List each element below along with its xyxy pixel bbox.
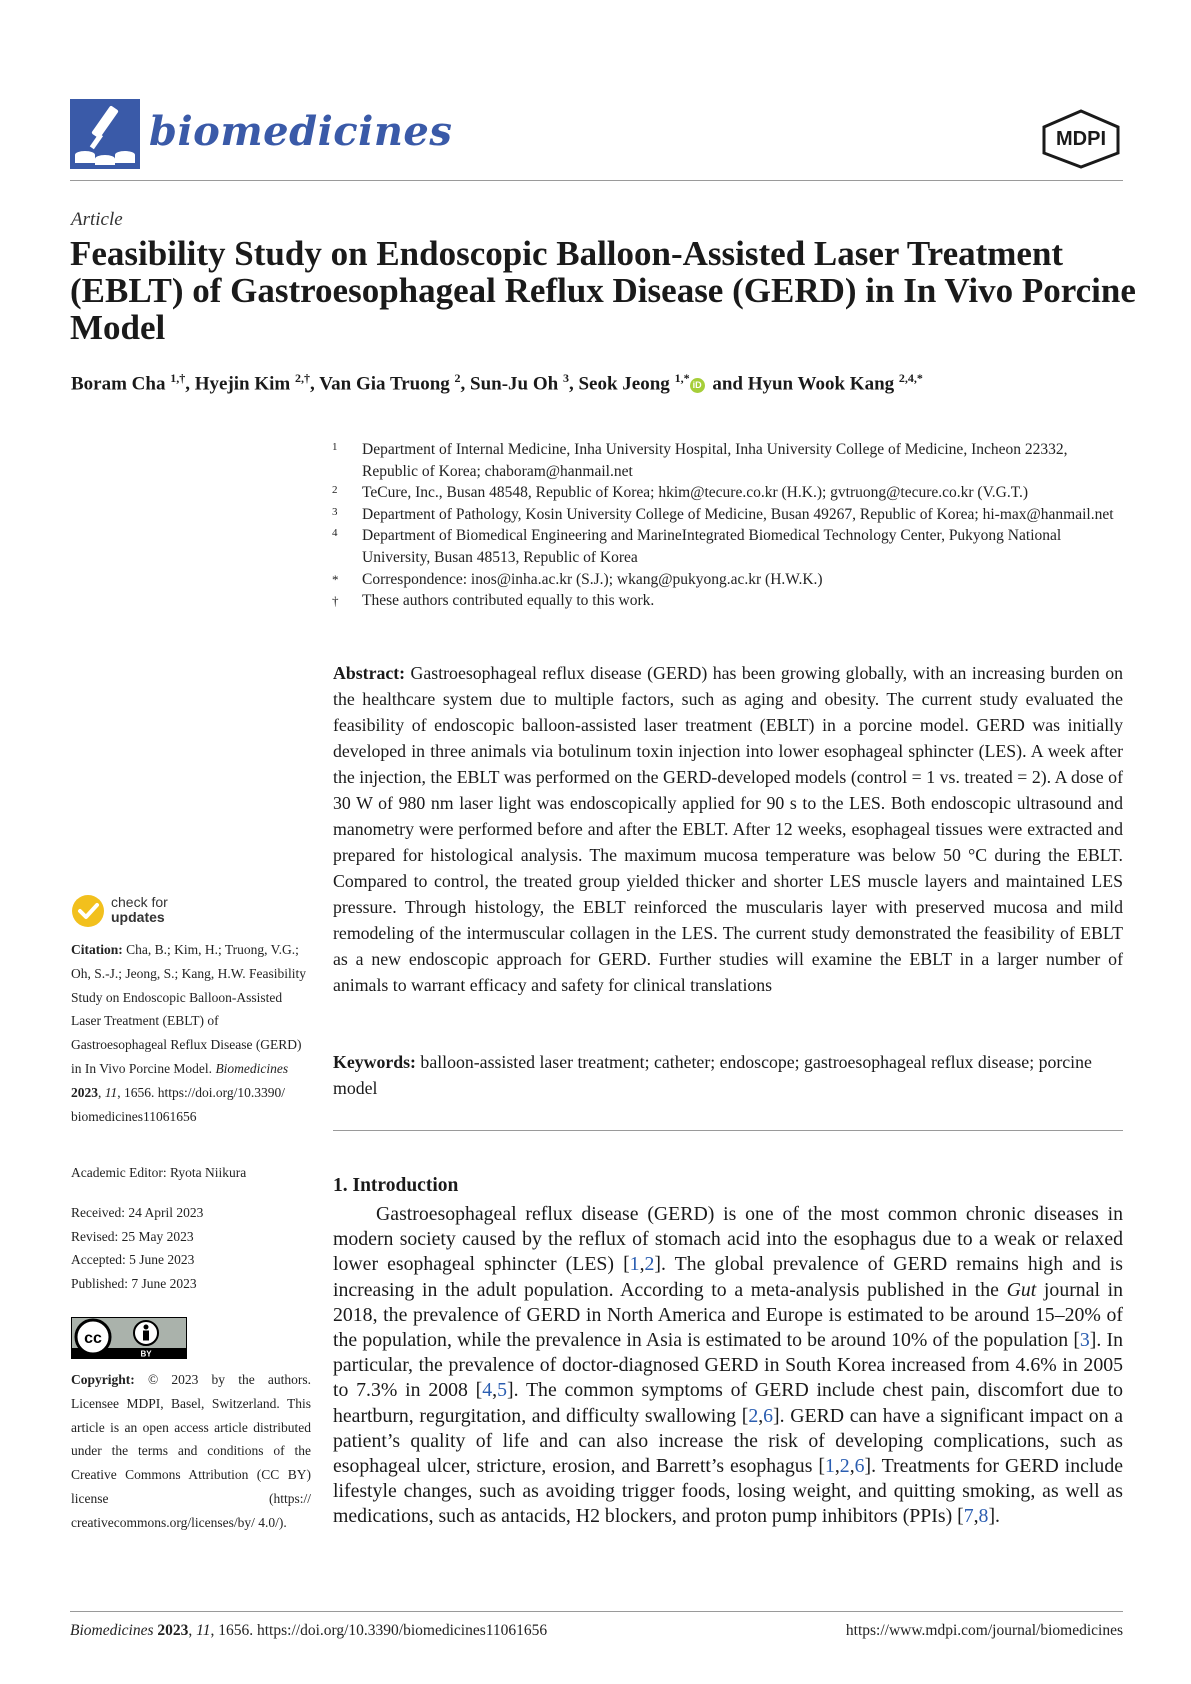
affiliation-text: These authors contributed equally to this work. bbox=[362, 592, 655, 610]
author-list: Boram Cha $^{1,\dagger}$, Hyejin Kim $^{2,\dagger}$, Van Gia Truong $^2$, Sun-Ju Oh $^3$, Seok Jeong $^{1,*}$iD and Hyun Wook Kang $^{2,4,*}$ bbox=[71, 371, 923, 395]
abstract-text: Gastroesophageal reflux disease (GERD) has been growing globally, with an increasing burden on the healthcare system due to multiple factors, such as aging and obesity. The current study evaluated the feasibility of endoscopic balloon-assisted laser treatment (EBLT) in a porcine model. GERD was initially developed in three animals via botulinum toxin injection into lower esophageal sphincter (LES). A week after the injection, the EBLT was performed on the GERD-developed models (control = 1 vs. treated = 2). A dose of 30 W of 980 nm laser light was endoscopically applied for 90 s to the LES. Both endoscopic ultrasound and manometry were performed before and after the EBLT. After 12 weeks, esophageal tissues were extracted and prepared for histological analysis. The maximum mucosa temperature was below 50 °C during the EBLT. Compared to control, the treated group yielded thicker and shorter LES muscle layers and maintained LES pressure. Through histology, the EBLT reinforced the muscularis layer with preserved mucosa and mild remodeling of the intermuscular collagen in the LES. The current study demonstrated the feasibility of EBLT as a new endoscopic approach for GERD. Further studies will examine the EBLT in a larger number of animals to warrant efficacy and safety for clinical translations bbox=[333, 663, 1123, 995]
footer-year: 2023 bbox=[157, 1622, 189, 1639]
abstract bbox=[333, 660, 1123, 998]
affiliation-mark: 2 bbox=[332, 484, 338, 497]
citation-link[interactable]: 1 bbox=[824, 1455, 835, 1478]
body-text: , bbox=[834, 1455, 840, 1478]
body-text: ]. GERD can have a significant impact on a patient’s quality of life and can also increase the risk of developing complications, such as esophageal ulcer, stricture, erosion, and Barrett’s esophagus [ bbox=[333, 1404, 1123, 1478]
body-text: , bbox=[639, 1253, 645, 1276]
mdpi-logo-icon[interactable] bbox=[1038, 109, 1124, 169]
body-text: , bbox=[973, 1505, 979, 1528]
affiliation-mark: † bbox=[332, 593, 339, 609]
footer-citation: Biomedicines 2023, 11, 1656. https://doi.org/10.3390/biomedicines11061656 bbox=[70, 1622, 548, 1639]
keywords-text: balloon-assisted laser treatment; catheter; endoscope; gastroesophageal reflux disease; porcine model bbox=[333, 1052, 1092, 1098]
section-heading: 1. Introduction bbox=[333, 1175, 459, 1196]
affiliation-item bbox=[332, 569, 1122, 591]
citation-block: Citation: Cha, B.; Kim, H.; Truong, V.G.; Oh, S.-J.; Jeong, S.; Kang, H.W. Feasibility Study on Endoscopic Balloon-Assisted Laser Treatment (EBLT) of Gastroesophageal Reflux Disease (GERD) in In Vivo Porcine Model. Biomedicines 2023, 11, 1656. https://doi.org/10.3390/ biomedicines11061656 bbox=[71, 942, 307, 1124]
body-text: ]. bbox=[988, 1505, 1000, 1528]
citation-link[interactable]: 1 bbox=[629, 1253, 640, 1276]
journal-name-italic: Gut bbox=[1006, 1278, 1037, 1301]
footer-doi[interactable]: , 1656. https://doi.org/10.3390/biomedicines11061656 bbox=[210, 1622, 548, 1639]
body-text: ]. Treatments for GERD include lifestyle changes, such as avoiding trigger foods, losing weight, and quitting smoking, as well as medications, such as antacids, H2 blockers, and proton pump inhibitors (PPIs) [ bbox=[333, 1455, 1123, 1528]
author-affiliation-mark: 2 bbox=[454, 371, 461, 385]
introduction-paragraph bbox=[333, 1202, 1123, 1530]
revised-date: Revised: 25 May 2023 bbox=[71, 1228, 194, 1244]
affiliation-mark: 4 bbox=[332, 527, 338, 540]
citation-link[interactable]: 2 bbox=[644, 1253, 655, 1276]
affiliation-text: Department of Internal Medicine, Inha University Hospital, Inha University College of Medicine, Incheon 22332, Republic of Korea; chaboram@hanmail.net bbox=[362, 441, 1068, 480]
footer-journal: Biomedicines bbox=[70, 1622, 154, 1639]
article-type: Article bbox=[71, 209, 123, 230]
check-updates-line1: check for bbox=[111, 894, 168, 910]
cc-badge-text: cc bbox=[84, 1330, 102, 1347]
author-affiliation-mark: 1,† bbox=[170, 371, 186, 385]
publication-dates bbox=[71, 1201, 203, 1295]
author-name: Boram Cha bbox=[71, 373, 166, 395]
keywords-label: Keywords: bbox=[333, 1052, 416, 1072]
keywords bbox=[333, 1049, 1123, 1101]
orcid-icon[interactable]: iD bbox=[690, 378, 705, 393]
citation-journal: Biomedicines bbox=[215, 1060, 289, 1076]
header-divider bbox=[70, 180, 1123, 181]
check-updates-icon bbox=[71, 894, 105, 928]
footer-journal-url[interactable]: https://www.mdpi.com/journal/biomedicines bbox=[845, 1622, 1123, 1639]
citation-volume: 11 bbox=[104, 1084, 118, 1100]
copyright-label: Copyright: bbox=[71, 1372, 135, 1387]
body-text: ]. The common symptoms of GERD include chest pain, discomfort due to heartburn, regurgitation, and difficulty swallowing [ bbox=[333, 1379, 1123, 1427]
author-name: Seok Jeong bbox=[578, 373, 670, 395]
citation-doi-link[interactable]: https://doi.org/10.3390/ biomedicines11061656 bbox=[71, 1084, 286, 1124]
author-affiliation-mark: 3 bbox=[562, 371, 569, 385]
article-title: Feasibility Study on Endoscopic Balloon-Assisted Laser Treatment (EBLT) of Gastroesophageal Reflux Disease (GERD) in In Vivo Porcine Model bbox=[70, 234, 1136, 347]
author-affiliation-mark: 1,* bbox=[674, 371, 690, 385]
citation-link[interactable]: 5 bbox=[497, 1379, 508, 1402]
affiliation-text: TeCure, Inc., Busan 48548, Republic of Korea; hkim@tecure.co.kr (H.K.); gvtruong@tecure.co.kr (V.G.T.) bbox=[362, 484, 1029, 502]
citation-year: 2023 bbox=[71, 1084, 98, 1100]
author-name: Sun-Ju Oh bbox=[470, 373, 559, 395]
citation-label: Citation: bbox=[71, 942, 123, 957]
body-text: ]. The global prevalence of GERD remains high and is increasing in the adult population. According to a meta-analysis published in the bbox=[333, 1253, 1123, 1301]
accepted-date: Accepted: 5 June 2023 bbox=[71, 1252, 195, 1268]
affiliation-mark: 3 bbox=[332, 505, 338, 518]
footer-divider bbox=[70, 1611, 1123, 1612]
body-text: , bbox=[849, 1455, 855, 1478]
keywords-divider bbox=[333, 1130, 1123, 1131]
author-affiliation-mark: 2,† bbox=[295, 371, 311, 385]
footer-volume: 11 bbox=[196, 1622, 211, 1639]
body-text: , bbox=[492, 1379, 498, 1402]
academic-editor: Academic Editor: Ryota Niikura bbox=[71, 1165, 247, 1180]
citation-link[interactable]: 8 bbox=[978, 1505, 989, 1528]
affiliation-item bbox=[332, 525, 1122, 568]
affiliation-text: Department of Pathology, Kosin University College of Medicine, Busan 49267, Republic of Korea; hi-max@hanmail.net bbox=[362, 505, 1114, 523]
author-name: Van Gia Truong bbox=[319, 373, 450, 395]
author-name: Hyun Wook Kang bbox=[747, 373, 895, 395]
citation-link[interactable]: 3 bbox=[1079, 1329, 1090, 1352]
author-affiliation-mark: 2,4,* bbox=[898, 371, 923, 385]
copyright-notice bbox=[71, 1368, 311, 1535]
citation-pages: , 1656. bbox=[117, 1084, 155, 1100]
body-text: ]. In particular, the prevalence of doctor-diagnosed GERD in South Korea increased from 4.6% in 2005 to 7.3% in 2008 [ bbox=[333, 1329, 1123, 1402]
citation-link[interactable]: 2 bbox=[748, 1404, 759, 1427]
journal-logo-icon bbox=[70, 99, 140, 169]
affiliation-item bbox=[332, 482, 1122, 504]
body-text: journal in 2018, the prevalence of GERD in North America and Europe is estimated to be around 15–20% of the population, while the prevalence in Asia is estimated to be around 10% of the population [ bbox=[333, 1278, 1124, 1352]
received-date: Received: 24 April 2023 bbox=[71, 1205, 204, 1220]
body-text: , bbox=[758, 1404, 764, 1427]
affiliation-mark: 1 bbox=[332, 441, 338, 453]
affiliation-text: Correspondence: inos@inha.ac.kr (S.J.); wkang@pukyong.ac.kr (H.W.K.) bbox=[362, 570, 823, 588]
affiliations bbox=[332, 439, 1122, 612]
published-date: Published: 7 June 2023 bbox=[71, 1275, 197, 1291]
check-updates-label bbox=[111, 895, 168, 925]
body-text: Gastroesophageal reflux disease (GERD) is one of the most common chronic diseases in modern society caused by the reflux of stomach acid into the esophagus due to a weak or relaxed lower esophageal sphincter (LES) [ bbox=[333, 1203, 1123, 1276]
cc-by-text: BY bbox=[140, 1349, 152, 1359]
cc-by-license-icon[interactable] bbox=[71, 1317, 187, 1359]
citation-link[interactable]: 7 bbox=[963, 1505, 974, 1528]
check-for-updates-button[interactable] bbox=[71, 894, 191, 934]
affiliation-text: Department of Biomedical Engineering and MarineIntegrated Biomedical Technology Center, Pukyong National University, Busan 48513, Republic of Korea bbox=[362, 527, 1062, 566]
citation-link[interactable]: 6 bbox=[763, 1404, 774, 1427]
mdpi-logo-text: MDPI bbox=[1056, 128, 1106, 150]
abstract-label: Abstract: bbox=[333, 663, 406, 683]
author-conjunction: and bbox=[712, 373, 743, 395]
affiliation-item bbox=[332, 504, 1122, 526]
check-updates-line2: updates bbox=[111, 909, 165, 925]
citation-link[interactable]: 2 bbox=[839, 1455, 850, 1478]
citation-authors: Cha, B.; Kim, H.; Truong, V.G.; Oh, S.-J.; Jeong, S.; Kang, H.W. Feasibility Study on Endoscopic Balloon-Assisted Laser Treatment (EBLT) of Gastroesophageal Reflux Disease (GERD) in In Vivo Porcine Model. bbox=[71, 942, 307, 1076]
author-name: Hyejin Kim bbox=[194, 373, 291, 395]
affiliation-item bbox=[332, 590, 1122, 612]
affiliation-mark: * bbox=[332, 571, 339, 587]
citation-link[interactable]: 6 bbox=[854, 1455, 865, 1478]
copyright-text: © 2023 by the authors. Licensee MDPI, Basel, Switzerland. This article is an open access article distributed under the terms and conditions of the Creative Commons Attribution (CC BY) license (https:// creativecommons.org/licenses/by/ 4.0/). bbox=[71, 1372, 312, 1530]
affiliation-item bbox=[332, 439, 1122, 482]
citation-link[interactable]: 4 bbox=[482, 1379, 493, 1402]
journal-name: biomedicines bbox=[149, 108, 453, 155]
